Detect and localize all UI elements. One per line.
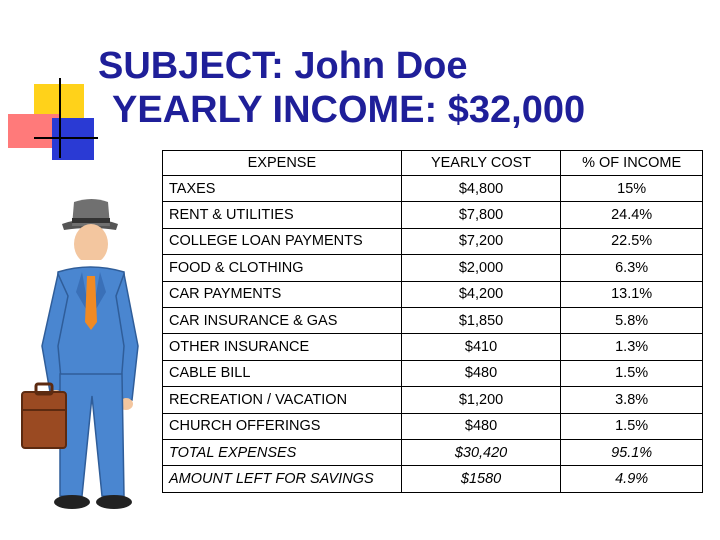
- expense-name: CHURCH OFFERINGS: [163, 413, 402, 439]
- total-expenses-row: [163, 439, 703, 465]
- title-yearly-income: YEARLY INCOME: $32,000: [112, 89, 586, 131]
- percent-of-income: 1.5%: [561, 413, 703, 439]
- header-percent-of-income: % OF INCOME: [561, 151, 703, 176]
- table-row: [163, 387, 703, 413]
- header-yearly-cost: YEARLY COST: [401, 151, 561, 176]
- percent-of-income: 1.5%: [561, 360, 703, 386]
- expense-name: RENT & UTILITIES: [163, 202, 402, 228]
- yearly-cost: $1580: [401, 466, 561, 492]
- percent-of-income: 15%: [561, 176, 703, 202]
- table-row: [163, 228, 703, 254]
- table-row: [163, 255, 703, 281]
- table-row: [163, 413, 703, 439]
- table-row: [163, 176, 703, 202]
- percent-of-income: 13.1%: [561, 281, 703, 307]
- table-header-row: [163, 151, 703, 176]
- title-subject: SUBJECT: John Doe: [98, 45, 468, 87]
- percent-of-income: 1.3%: [561, 334, 703, 360]
- expense-name: CABLE BILL: [163, 360, 402, 386]
- table-row: [163, 307, 703, 333]
- table-row: [163, 202, 703, 228]
- yearly-cost: $480: [401, 360, 561, 386]
- table-row: [163, 360, 703, 386]
- yearly-cost: $1,850: [401, 307, 561, 333]
- expense-name: OTHER INSURANCE: [163, 334, 402, 360]
- expense-name: AMOUNT LEFT FOR SAVINGS: [163, 466, 402, 492]
- header-expense: EXPENSE: [163, 151, 402, 176]
- page-title: [98, 44, 585, 132]
- yearly-cost: $1,200: [401, 387, 561, 413]
- yearly-cost: $7,200: [401, 228, 561, 254]
- table-row: [163, 334, 703, 360]
- expense-name: TOTAL EXPENSES: [163, 439, 402, 465]
- yearly-cost: $7,800: [401, 202, 561, 228]
- expense-name: TAXES: [163, 176, 402, 202]
- table-row: [163, 281, 703, 307]
- yearly-cost: $480: [401, 413, 561, 439]
- yearly-cost: $30,420: [401, 439, 561, 465]
- expense-name: CAR PAYMENTS: [163, 281, 402, 307]
- percent-of-income: 95.1%: [561, 439, 703, 465]
- yearly-cost: $410: [401, 334, 561, 360]
- yearly-cost: $4,800: [401, 176, 561, 202]
- percent-of-income: 3.8%: [561, 387, 703, 413]
- yearly-cost: $2,000: [401, 255, 561, 281]
- savings-row: [163, 466, 703, 492]
- expense-name: RECREATION / VACATION: [163, 387, 402, 413]
- percent-of-income: 6.3%: [561, 255, 703, 281]
- percent-of-income: 24.4%: [561, 202, 703, 228]
- percent-of-income: 4.9%: [561, 466, 703, 492]
- expense-name: FOOD & CLOTHING: [163, 255, 402, 281]
- yearly-cost: $4,200: [401, 281, 561, 307]
- percent-of-income: 22.5%: [561, 228, 703, 254]
- expense-table: [162, 150, 703, 493]
- expense-name: CAR INSURANCE & GAS: [163, 307, 402, 333]
- percent-of-income: 5.8%: [561, 307, 703, 333]
- businessman-with-briefcase-icon: [20, 196, 150, 526]
- expense-name: COLLEGE LOAN PAYMENTS: [163, 228, 402, 254]
